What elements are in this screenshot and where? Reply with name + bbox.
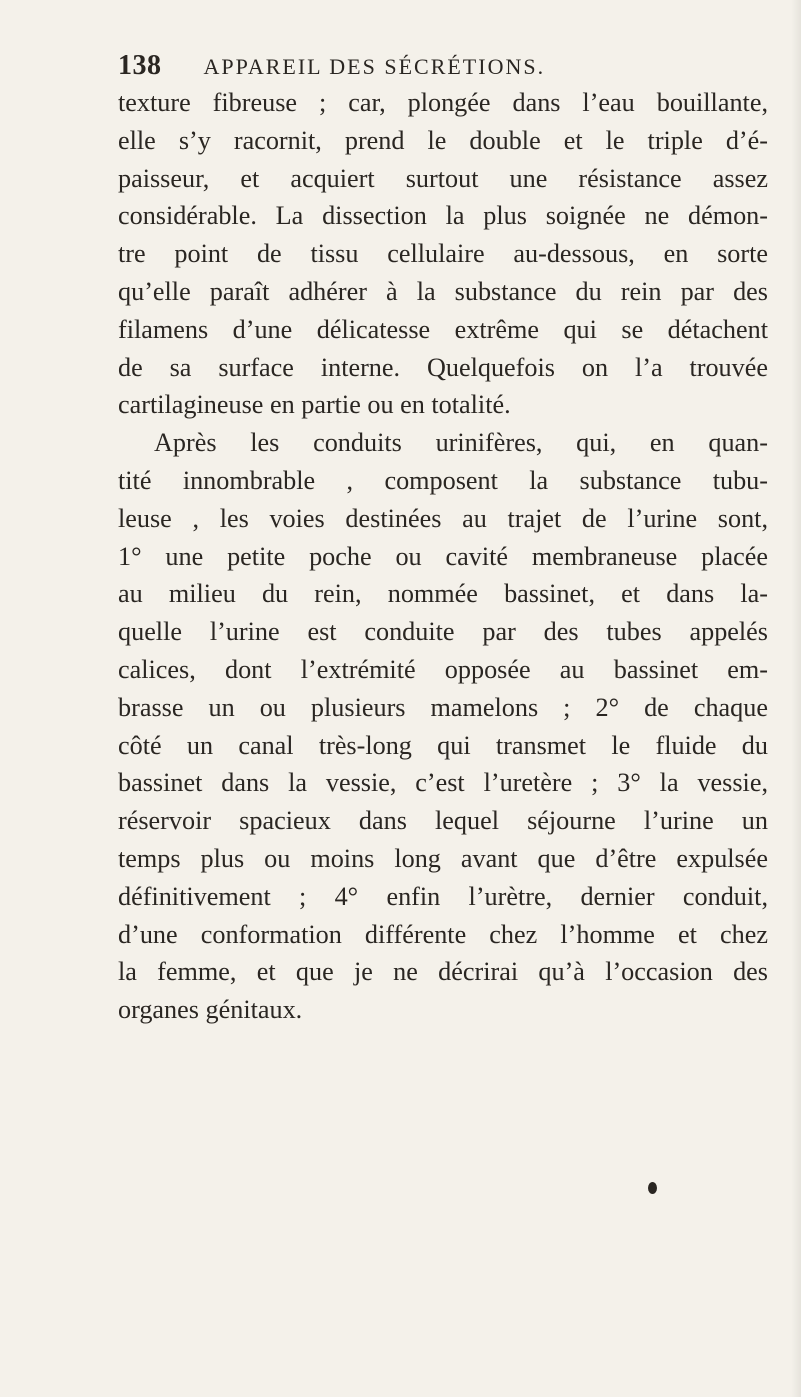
text-line: au milieu du rein, nommée bassinet, et dans la-: [118, 579, 768, 609]
text-line: leuse , les voies destinées au trajet de l’urine sont,: [118, 503, 768, 533]
text-line: la femme, et que je ne décrirai qu’à l’occasion des: [118, 957, 768, 987]
text-line: elle s’y racornit, prend le double et le triple d’é-: [118, 125, 768, 155]
text-line: considérable. La dissection la plus soignée ne démon-: [118, 201, 768, 231]
text-line: d’une conformation différente chez l’homme et chez: [118, 919, 768, 949]
running-head: APPAREIL DES SÉCRÉTIONS.: [203, 54, 546, 79]
text-line: organes génitaux.: [118, 995, 303, 1025]
text-line: Après les conduits urinifères, qui, en quan-: [154, 428, 768, 458]
body-text: [118, 84, 768, 1029]
text-line: de sa surface interne. Quelquefois on l’a trouvée: [118, 352, 768, 382]
text-line: quelle l’urine est conduite par des tubes appelés: [118, 617, 768, 647]
text-line: brasse un ou plusieurs mamelons ; 2° de chaque: [118, 692, 768, 722]
text-line: bassinet dans la vessie, c’est l’uretère ; 3° la vessie,: [118, 768, 768, 798]
text-line: paisseur, et acquiert surtout une résistance assez: [118, 163, 768, 193]
text-line: définitivement ; 4° enfin l’urètre, dernier conduit,: [118, 881, 768, 911]
page-edge-shadow: [791, 0, 801, 1397]
text-line: cartilagineuse en partie ou en totalité.: [118, 390, 511, 420]
page-header: [118, 50, 638, 82]
text-line: 1° une petite poche ou cavité membraneuse placée: [118, 541, 768, 571]
text-line: filamens d’une délicatesse extrême qui se détachent: [118, 314, 768, 344]
text-line: tité innombrable , composent la substance tubu-: [118, 465, 768, 495]
text-line: texture fibreuse ; car, plongée dans l’eau bouillante,: [118, 88, 768, 117]
text-line: réservoir spacieux dans lequel séjourne l’urine un: [118, 806, 768, 836]
page-number: 138: [118, 50, 162, 81]
text-line: calices, dont l’extrémité opposée au bassinet em-: [118, 654, 768, 684]
text-line: qu’elle paraît adhérer à la substance du rein par des: [118, 276, 768, 306]
ink-spot: [648, 1182, 657, 1194]
text-line: tre point de tissu cellulaire au-dessous, en sorte: [118, 239, 768, 269]
text-line: côté un canal très-long qui transmet le fluide du: [118, 730, 768, 760]
text-line: temps plus ou moins long avant que d’être expulsée: [118, 843, 768, 873]
